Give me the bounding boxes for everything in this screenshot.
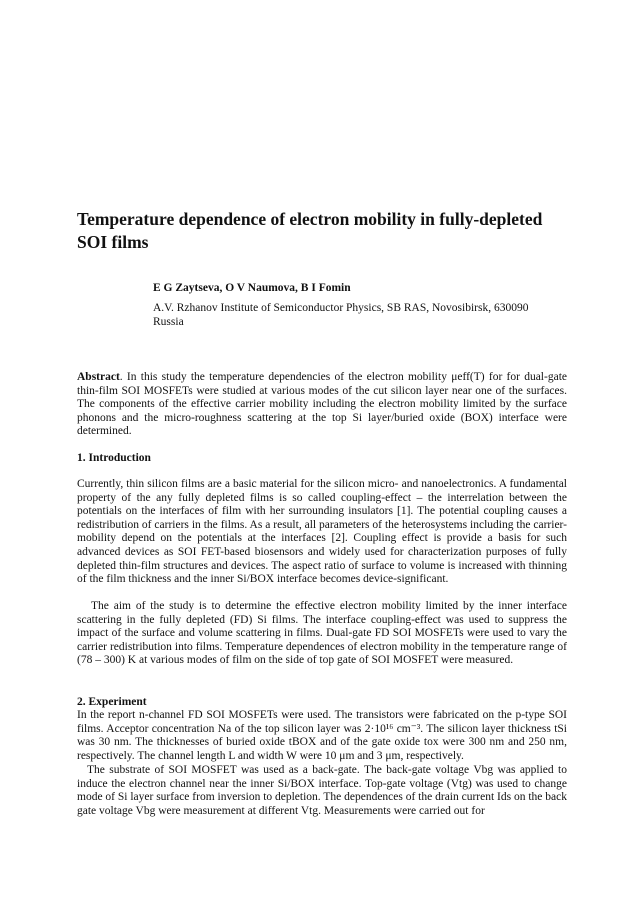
paper-title: Temperature dependence of electron mobility in fully-depleted SOI films: [77, 209, 543, 252]
introduction-paragraph-aim: The aim of the study is to determine the effective electron mobility limited by the inner interface scattering in the fully depleted (FD) Si films. The interface coupling-effect was used to suppress the impact of the surface and volume scattering in films. Dual-gate FD SOI MOSFETs were used to vary the carrier redistribution into films. Temperature dependences of electron mobility in the temperature range of (78 – 300) K at various modes of film on the side of top gate of SOI MOSFET were measured.: [77, 600, 567, 667]
experiment-paragraph: In the report n-channel FD SOI MOSFETs were used. The transistors were fabricated on the p-type SOI films. Acceptor concentration Na of the top silicon layer was 2·10¹⁶ cm⁻³. The silicon layer thickness tSi was 30 nm. The thicknesses of buried oxide tBOX and of the gate oxide tox were 300 nm and 250 nm, respectively. The channel length L and width W were 10 μm and 3 μm, respectively.: [77, 709, 567, 762]
affiliation-country: Russia: [153, 316, 184, 328]
abstract-label: Abstract: [77, 371, 120, 383]
author-list: E G Zaytseva, O V Naumova, B I Fomin: [153, 282, 351, 294]
introduction-paragraph: Currently, thin silicon films are a basic material for the silicon micro- and nanoelectronics. A fundamental property of the any fully depleted films is so called coupling-effect – the interrelation between the potentials on the interfaces of film with her surrounding insulators [1]. The potential coupling causes a redistribution of carriers in the films. As a result, all parameters of the heterosystems including the carrier-mobility depend on the potentials at the interfaces [2]. Coupling effect is provide a basis for such advanced devices as SOI FET-based biosensors and widely used for characterization purposes of fully depleted thin-film structures and devices. The aspect ratio of surface to volume is increased with thinning of the film thickness and the inner Si/BOX interface becomes device-significant.: [77, 478, 567, 586]
section-heading-introduction: 1. Introduction: [77, 452, 151, 464]
abstract-text: . In this study the temperature dependencies of the electron mobility μeff(T) for for dual-gate thin-film SOI MOSFETs were studied at various modes of the cut silicon layer near one of the surfaces. The components of the effective carrier mobility including the electron mobility limited by the surface phonons and the micro-roughness scattering at the top Si layer/buried oxide (BOX) interface were determined.: [77, 371, 567, 438]
affiliation: [153, 301, 563, 329]
section-heading-experiment: 2. Experiment: [77, 696, 147, 708]
experiment-paragraph-backgate: The substrate of SOI MOSFET was used as a back-gate. The back-gate voltage Vbg was applied to induce the electron channel near the inner Si/BOX interface. Top-gate voltage (Vtg) was used to change mode of Si layer surface from inversion to depletion. The dependences of the drain current Ids on the back gate voltage Vbg were measurement at different Vtg. Measurements were carried out for: [77, 764, 567, 817]
abstract: [77, 371, 567, 439]
affiliation-line: A.V. Rzhanov Institute of Semiconductor Physics, SB RAS, Novosibirsk, 630090: [153, 302, 529, 314]
